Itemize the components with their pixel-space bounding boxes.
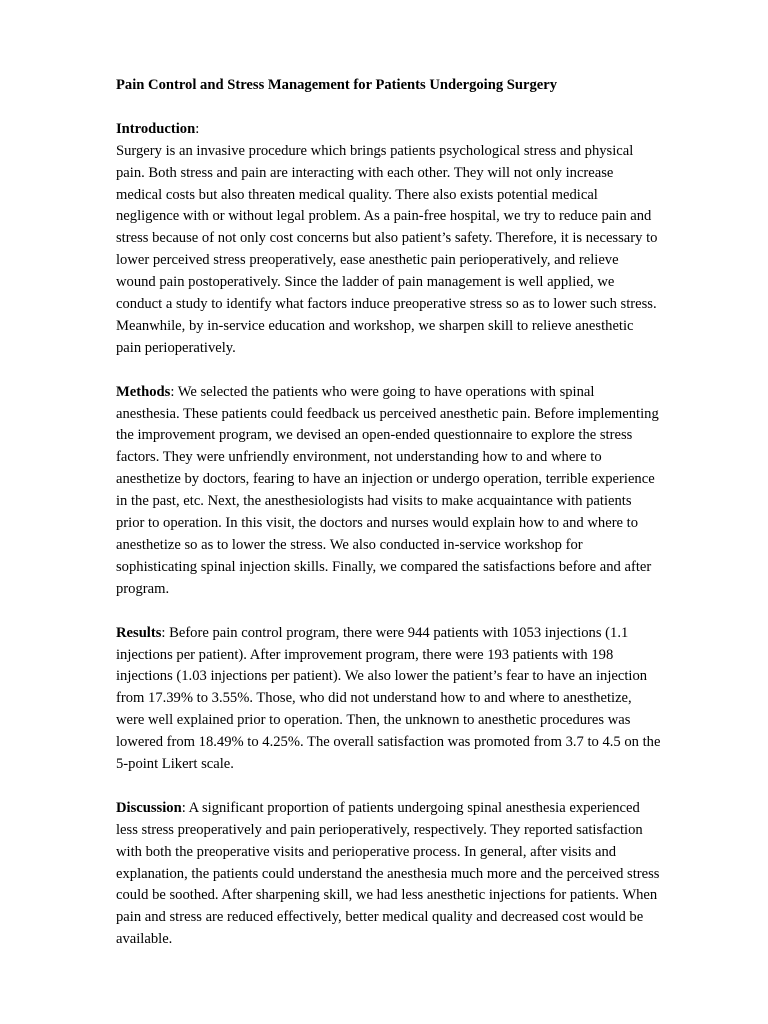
- methods-paragraph: [116, 382, 661, 601]
- document-page: [116, 75, 661, 973]
- introduction-heading-line: [116, 119, 661, 141]
- introduction-body: Surgery is an invasive procedure which brings patients psychological stress and physical pain. Both stress and pain are interacting with each other. They will not only increase medical costs but also threaten medical quality. There also exists potential medical negligence with or without legal problem. As a pain-free hospital, we try to reduce pain and stress because of not only cost concerns but also patient’s safety. Therefore, it is necessary to lower perceived stress preoperatively, ease anesthetic pain perioperatively, and relieve wound pain postoperatively. Since the ladder of pain management is well applied, we conduct a study to identify what factors induce preoperative stress so as to lower such stress. Meanwhile, by in-service education and workshop, we sharpen skill to relieve anesthetic pain perioperatively.: [116, 142, 658, 356]
- methods-section: [116, 382, 661, 601]
- discussion-section: [116, 798, 661, 951]
- results-paragraph: [116, 623, 661, 776]
- methods-body: : We selected the patients who were going to have operations with spinal anesthesia. These patients could feedback us perceived anesthetic pain. Before implementing the improvement program, we devised an open-ended questionnaire to explore the stress factors. They were unfriendly environment, not understanding how to and where to anesthetize by doctors, fearing to have an injection or undergo operation, terrible experience in the past, etc. Next, the anesthesiologists had visits to make acquaintance with patients prior to operation. In this visit, the doctors and nurses would explain how to and where to anesthetize so as to lower the stress. We also conducted in-service workshop for sophisticating spinal injection skills. Finally, we compared the satisfactions before and after program.: [116, 383, 659, 597]
- results-heading: Results: [116, 624, 162, 641]
- discussion-heading: Discussion: [116, 799, 182, 816]
- results-body: : Before pain control program, there were 944 patients with 1053 injections (1.1 injections per patient). After improvement program, there were 193 patients with 198 injections (1.03 injections per patient). We also lower the patient’s fear to have an injection from 17.39% to 3.55%. Those, who did not understand how to and where to anesthetize, were well explained prior to operation. Then, the unknown to anesthetic procedures was lowered from 18.49% to 4.25%. The overall satisfaction was promoted from 3.7 to 4.5 on the 5-point Likert scale.: [116, 624, 661, 773]
- introduction-section: [116, 119, 661, 360]
- introduction-heading-colon: :: [195, 120, 200, 137]
- methods-heading: Methods: [116, 383, 171, 400]
- introduction-heading: Introduction: [116, 120, 196, 137]
- discussion-body: : A significant proportion of patients undergoing spinal anesthesia experienced less stress preoperatively and pain perioperatively, respectively. They reported satisfaction with both the preoperative visits and perioperative process. In general, after visits and explanation, the patients could understand the anesthesia much more and the perceived stress could be soothed. After sharpening skill, we had less anesthetic injections for patients. When pain and stress are reduced effectively, better medical quality and decreased cost would be available.: [116, 799, 660, 948]
- document-title: Pain Control and Stress Management for Patients Undergoing Surgery: [116, 77, 558, 93]
- results-section: [116, 623, 661, 776]
- discussion-paragraph: [116, 798, 661, 951]
